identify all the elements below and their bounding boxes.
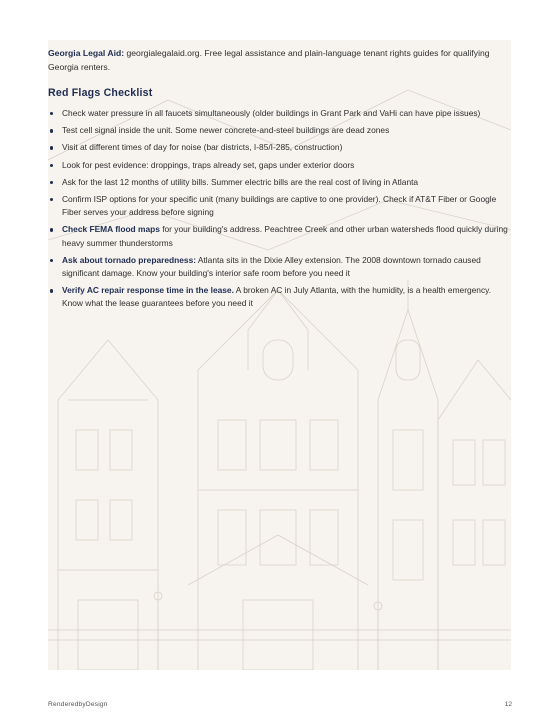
checklist-item-text: Check water pressure in all faucets simultaneously (older buildings in Grant Park and VaHi can have pipe issues) (62, 108, 481, 118)
bullet-icon (50, 129, 53, 132)
checklist-item (48, 284, 508, 310)
checklist-item-text: Look for pest evidence: droppings, traps already set, gaps under exterior doors (62, 159, 355, 170)
checklist-item (48, 107, 508, 120)
red-flags-heading: Red Flags Checklist (48, 87, 153, 99)
checklist-item-bold: Verify AC repair response time in the lease. (62, 285, 234, 296)
bullet-icon (50, 228, 53, 231)
bullet-icon (50, 146, 53, 149)
checklist-item-text: Atlanta sits in the Dixie Alley extension. The 2008 downtown tornado caused significant damage. Know your building's interior safe room before you need it (62, 254, 481, 279)
checklist-item (48, 159, 508, 172)
checklist-item-bold: Ask about tornado preparedness: (62, 254, 197, 265)
checklist-item (48, 141, 508, 154)
checklist-item (48, 223, 508, 249)
checklist-item (48, 193, 508, 219)
bullet-icon (50, 198, 53, 201)
checklist-item-text: A broken AC in July Atlanta, with the humidity, is a health emergency. Know what the lease guarantees before you need it (62, 285, 492, 309)
checklist-item (48, 124, 508, 137)
page-number: 12 (504, 701, 512, 708)
checklist-item-text: Visit at different times of day for noise (bar districts, I-85/I-285, construction) (62, 142, 343, 153)
checklist-item-text: for your building's address. Peachtree Creek and other urban watersheds flood quickly during heavy summer thunderstorms (62, 224, 508, 248)
checklist-item-text: Test cell signal inside the unit. Some newer concrete-and-steel buildings are dead zones (62, 125, 390, 136)
legal-aid-paragraph (48, 46, 508, 74)
checklist-item-bold: Check FEMA flood maps (62, 224, 160, 235)
checklist-item-text: Ask for the last 12 months of utility bills. Summer electric bills are the real cost of living in Atlanta (62, 176, 419, 187)
red-flags-checklist (48, 107, 508, 311)
bullet-icon (50, 112, 53, 115)
page-panel (48, 40, 511, 670)
legal-aid-text: georgialegalaid.org. Free legal assistance and plain-language tenant rights guides for qualifying Georgia renters. (48, 48, 490, 72)
bullet-icon (50, 181, 53, 184)
checklist-item (48, 176, 508, 189)
content-area (48, 46, 508, 315)
checklist-item (48, 254, 508, 280)
checklist-item-text: Confirm ISP options for your specific unit (many buildings are captive to one provider). Check if AT&T Fiber or Google Fiber serves your address before signing (62, 194, 497, 218)
footer-brand: RenderedbyDesign (48, 701, 108, 708)
bullet-icon (50, 164, 53, 167)
bullet-icon (50, 259, 53, 262)
bullet-icon (50, 289, 53, 292)
legal-aid-label: Georgia Legal Aid: (48, 48, 125, 58)
